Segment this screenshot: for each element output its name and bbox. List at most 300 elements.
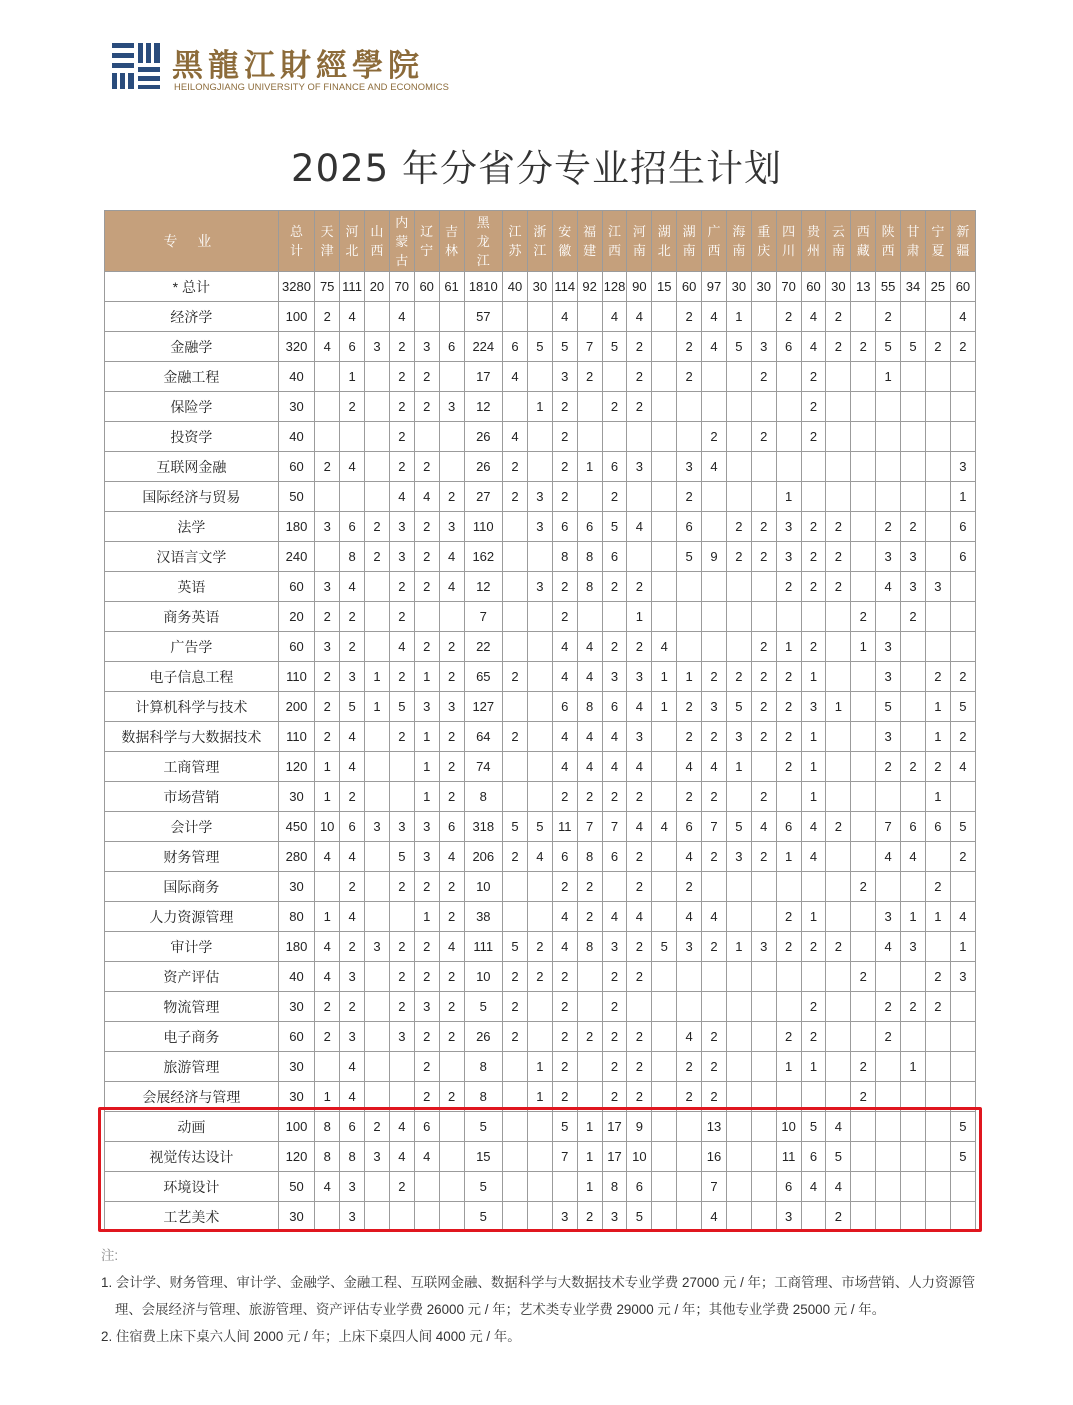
quota-cell: 2 xyxy=(389,362,414,392)
quota-cell xyxy=(726,1022,751,1052)
quota-cell xyxy=(365,602,390,632)
quota-cell: 111 xyxy=(464,932,503,962)
quota-cell: 2 xyxy=(439,872,464,902)
quota-cell: 2 xyxy=(389,722,414,752)
major-name: 英语 xyxy=(105,572,279,602)
major-name: * 总计 xyxy=(105,272,279,302)
quota-cell: 180 xyxy=(278,932,315,962)
quota-cell: 1 xyxy=(365,692,390,722)
quota-cell: 4 xyxy=(602,902,627,932)
quota-cell xyxy=(527,1202,552,1232)
table-row xyxy=(105,332,976,362)
major-column-header: 专 业 xyxy=(105,211,279,272)
quota-cell: 8 xyxy=(577,542,602,572)
quota-cell xyxy=(652,392,677,422)
quota-cell xyxy=(801,962,826,992)
major-name: 审计学 xyxy=(105,932,279,962)
quota-cell: 26 xyxy=(464,1022,503,1052)
quota-cell: 3 xyxy=(776,542,801,572)
table-row xyxy=(105,542,976,572)
quota-cell xyxy=(876,1202,901,1232)
quota-cell xyxy=(950,1082,975,1112)
quota-cell xyxy=(876,602,901,632)
quota-cell xyxy=(414,1202,439,1232)
table-row xyxy=(105,1142,976,1172)
quota-cell: 2 xyxy=(414,632,439,662)
quota-cell: 1 xyxy=(414,722,439,752)
quota-cell xyxy=(801,482,826,512)
table-row xyxy=(105,812,976,842)
quota-cell xyxy=(726,1202,751,1232)
quota-cell: 1 xyxy=(652,692,677,722)
quota-cell: 97 xyxy=(702,272,727,302)
quota-cell: 2 xyxy=(925,332,950,362)
quota-cell xyxy=(851,1112,876,1142)
quota-cell xyxy=(527,452,552,482)
quota-cell: 3 xyxy=(677,452,702,482)
quota-cell: 61 xyxy=(439,272,464,302)
quota-cell xyxy=(726,482,751,512)
column-header: 四 川 xyxy=(776,211,801,272)
quota-cell xyxy=(950,872,975,902)
quota-cell: 2 xyxy=(627,332,652,362)
quota-cell: 1 xyxy=(950,482,975,512)
quota-cell xyxy=(776,872,801,902)
quota-cell xyxy=(776,602,801,632)
quota-cell: 114 xyxy=(552,272,577,302)
quota-cell: 2 xyxy=(389,452,414,482)
quota-cell: 2 xyxy=(414,362,439,392)
quota-cell xyxy=(677,422,702,452)
quota-cell: 8 xyxy=(315,1112,340,1142)
major-name: 资产评估 xyxy=(105,962,279,992)
quota-cell xyxy=(876,1142,901,1172)
quota-cell: 2 xyxy=(389,422,414,452)
table-row xyxy=(105,842,976,872)
quota-cell: 2 xyxy=(627,392,652,422)
quota-cell: 20 xyxy=(278,602,315,632)
quota-cell: 1 xyxy=(726,302,751,332)
quota-cell: 2 xyxy=(315,302,340,332)
quota-cell: 4 xyxy=(751,812,776,842)
quota-cell xyxy=(751,1052,776,1082)
quota-cell: 2 xyxy=(726,542,751,572)
quota-cell: 2 xyxy=(414,932,439,962)
quota-cell: 3 xyxy=(776,1202,801,1232)
quota-cell: 2 xyxy=(627,1052,652,1082)
quota-cell xyxy=(315,1052,340,1082)
quota-cell: 92 xyxy=(577,272,602,302)
quota-cell: 6 xyxy=(340,512,365,542)
quota-cell: 4 xyxy=(627,902,652,932)
quota-cell: 3 xyxy=(627,452,652,482)
quota-cell xyxy=(925,512,950,542)
major-name: 市场营销 xyxy=(105,782,279,812)
quota-cell: 1 xyxy=(652,662,677,692)
quota-cell: 2 xyxy=(826,332,851,362)
quota-cell: 1 xyxy=(627,602,652,632)
quota-cell xyxy=(652,1112,677,1142)
quota-cell xyxy=(826,782,851,812)
quota-cell xyxy=(315,872,340,902)
quota-cell xyxy=(365,752,390,782)
quota-cell xyxy=(527,662,552,692)
quota-cell xyxy=(627,992,652,1022)
quota-cell xyxy=(826,1052,851,1082)
quota-cell: 2 xyxy=(677,302,702,332)
quota-cell: 3 xyxy=(751,332,776,362)
quota-cell xyxy=(503,1052,528,1082)
quota-cell: 8 xyxy=(340,1142,365,1172)
quota-cell: 2 xyxy=(751,632,776,662)
quota-cell: 75 xyxy=(315,272,340,302)
quota-cell xyxy=(652,452,677,482)
table-row xyxy=(105,512,976,542)
quota-cell xyxy=(901,452,926,482)
quota-cell xyxy=(652,482,677,512)
quota-cell xyxy=(851,392,876,422)
quota-cell: 2 xyxy=(577,362,602,392)
quota-cell xyxy=(826,992,851,1022)
quota-cell: 5 xyxy=(503,932,528,962)
quota-cell xyxy=(876,422,901,452)
quota-cell: 7 xyxy=(577,812,602,842)
quota-cell: 2 xyxy=(577,872,602,902)
quota-cell: 30 xyxy=(278,872,315,902)
quota-cell xyxy=(365,872,390,902)
quota-cell: 4 xyxy=(652,632,677,662)
quota-cell: 6 xyxy=(340,1112,365,1142)
quota-cell: 1 xyxy=(801,722,826,752)
quota-cell: 2 xyxy=(627,1082,652,1112)
quota-cell xyxy=(925,1082,950,1112)
quota-cell: 10 xyxy=(315,812,340,842)
quota-cell: 2 xyxy=(340,932,365,962)
major-name: 会展经济与管理 xyxy=(105,1082,279,1112)
quota-cell: 3 xyxy=(702,692,727,722)
quota-cell xyxy=(851,662,876,692)
quota-cell: 2 xyxy=(801,392,826,422)
quota-cell xyxy=(726,362,751,392)
table-row xyxy=(105,1082,976,1112)
quota-cell xyxy=(876,452,901,482)
quota-cell xyxy=(503,632,528,662)
quota-cell: 40 xyxy=(503,272,528,302)
quota-cell: 2 xyxy=(503,452,528,482)
quota-cell: 6 xyxy=(414,1112,439,1142)
quota-cell: 2 xyxy=(389,332,414,362)
quota-cell: 3 xyxy=(315,632,340,662)
quota-cell: 4 xyxy=(340,842,365,872)
quota-cell: 2 xyxy=(950,662,975,692)
quota-cell: 5 xyxy=(527,812,552,842)
quota-cell: 2 xyxy=(826,542,851,572)
quota-cell xyxy=(677,632,702,662)
quota-cell: 2 xyxy=(315,722,340,752)
major-name: 法学 xyxy=(105,512,279,542)
quota-cell: 17 xyxy=(602,1142,627,1172)
major-name: 人力资源管理 xyxy=(105,902,279,932)
quota-cell: 8 xyxy=(464,1082,503,1112)
quota-cell: 4 xyxy=(340,902,365,932)
quota-cell: 5 xyxy=(726,812,751,842)
quota-cell: 4 xyxy=(552,632,577,662)
table-row xyxy=(105,992,976,1022)
quota-cell: 4 xyxy=(552,662,577,692)
quota-cell xyxy=(652,422,677,452)
quota-cell: 80 xyxy=(278,902,315,932)
quota-cell: 128 xyxy=(602,272,627,302)
quota-cell: 2 xyxy=(677,692,702,722)
quota-cell xyxy=(503,902,528,932)
table-row xyxy=(105,1112,976,1142)
quota-cell: 70 xyxy=(776,272,801,302)
quota-cell: 2 xyxy=(340,392,365,422)
quota-cell xyxy=(851,842,876,872)
major-name: 汉语言文学 xyxy=(105,542,279,572)
quota-cell: 6 xyxy=(602,692,627,722)
quota-cell: 2 xyxy=(389,662,414,692)
quota-cell xyxy=(315,422,340,452)
quota-cell: 3 xyxy=(876,902,901,932)
quota-cell: 1 xyxy=(901,902,926,932)
quota-cell xyxy=(503,1142,528,1172)
quota-cell: 3 xyxy=(365,1142,390,1172)
quota-cell xyxy=(439,1112,464,1142)
quota-cell: 2 xyxy=(751,782,776,812)
quota-cell: 40 xyxy=(278,422,315,452)
quota-cell: 1 xyxy=(315,782,340,812)
column-header: 海 南 xyxy=(726,211,751,272)
quota-cell xyxy=(577,302,602,332)
column-header: 云 南 xyxy=(826,211,851,272)
quota-cell xyxy=(776,992,801,1022)
quota-cell xyxy=(826,632,851,662)
quota-cell xyxy=(801,1202,826,1232)
quota-cell xyxy=(677,1202,702,1232)
quota-cell xyxy=(950,1052,975,1082)
quota-cell xyxy=(527,422,552,452)
quota-cell xyxy=(702,872,727,902)
quota-cell: 3 xyxy=(527,572,552,602)
quota-cell xyxy=(652,1022,677,1052)
quota-cell xyxy=(652,722,677,752)
quota-cell xyxy=(751,1202,776,1232)
quota-cell: 2 xyxy=(414,1022,439,1052)
quota-cell: 4 xyxy=(527,842,552,872)
quota-cell: 2 xyxy=(677,482,702,512)
quota-cell: 2 xyxy=(414,962,439,992)
quota-cell xyxy=(389,1082,414,1112)
quota-cell xyxy=(365,722,390,752)
quota-cell: 4 xyxy=(602,302,627,332)
quota-cell: 2 xyxy=(389,962,414,992)
quota-cell xyxy=(726,602,751,632)
quota-cell xyxy=(851,1172,876,1202)
quota-cell xyxy=(365,1202,390,1232)
quota-cell: 2 xyxy=(439,662,464,692)
column-header: 西 藏 xyxy=(851,211,876,272)
column-header: 陕 西 xyxy=(876,211,901,272)
quota-cell: 110 xyxy=(464,512,503,542)
quota-cell xyxy=(950,1172,975,1202)
quota-cell xyxy=(677,1142,702,1172)
quota-cell: 2 xyxy=(826,812,851,842)
major-name: 国际商务 xyxy=(105,872,279,902)
quota-cell: 2 xyxy=(702,1052,727,1082)
quota-cell: 4 xyxy=(439,842,464,872)
quota-cell: 4 xyxy=(677,902,702,932)
quota-cell xyxy=(751,452,776,482)
quota-cell: 6 xyxy=(552,692,577,722)
quota-cell: 2 xyxy=(751,722,776,752)
quota-cell: 110 xyxy=(278,662,315,692)
quota-cell xyxy=(751,872,776,902)
quota-cell: 5 xyxy=(389,692,414,722)
quota-cell xyxy=(726,1142,751,1172)
quota-cell xyxy=(851,542,876,572)
quota-cell: 2 xyxy=(851,332,876,362)
quota-cell xyxy=(901,1022,926,1052)
quota-cell xyxy=(901,962,926,992)
quota-cell xyxy=(751,1022,776,1052)
quota-cell: 4 xyxy=(503,362,528,392)
quota-cell xyxy=(652,1082,677,1112)
quota-cell: 4 xyxy=(315,932,340,962)
quota-cell xyxy=(826,722,851,752)
quota-cell xyxy=(925,932,950,962)
quota-cell: 4 xyxy=(340,302,365,332)
quota-cell xyxy=(503,1172,528,1202)
quota-cell xyxy=(751,482,776,512)
quota-cell xyxy=(801,1082,826,1112)
quota-cell: 7 xyxy=(602,812,627,842)
quota-cell: 2 xyxy=(751,662,776,692)
quota-cell: 40 xyxy=(278,962,315,992)
quota-cell xyxy=(751,302,776,332)
quota-cell xyxy=(726,1172,751,1202)
quota-cell: 60 xyxy=(278,452,315,482)
quota-cell: 60 xyxy=(278,572,315,602)
quota-cell: 4 xyxy=(577,722,602,752)
quota-cell xyxy=(365,362,390,392)
quota-cell: 4 xyxy=(552,932,577,962)
table-row xyxy=(105,422,976,452)
quota-cell: 5 xyxy=(552,1112,577,1142)
quota-cell: 6 xyxy=(552,842,577,872)
quota-cell: 2 xyxy=(950,332,975,362)
quota-cell: 2 xyxy=(627,872,652,902)
quota-cell xyxy=(652,1142,677,1172)
quota-cell: 4 xyxy=(340,452,365,482)
quota-cell: 15 xyxy=(652,272,677,302)
quota-cell: 1 xyxy=(414,752,439,782)
quota-cell xyxy=(527,1022,552,1052)
quota-cell: 30 xyxy=(278,992,315,1022)
quota-cell xyxy=(876,872,901,902)
major-name: 广告学 xyxy=(105,632,279,662)
quota-cell: 27 xyxy=(464,482,503,512)
quota-cell: 7 xyxy=(876,812,901,842)
quota-cell xyxy=(751,1172,776,1202)
quota-cell: 5 xyxy=(950,1112,975,1142)
quota-cell: 60 xyxy=(278,632,315,662)
quota-cell: 2 xyxy=(776,572,801,602)
table-row xyxy=(105,392,976,422)
quota-cell: 3 xyxy=(901,542,926,572)
table-row xyxy=(105,752,976,782)
quota-cell: 2 xyxy=(801,992,826,1022)
quota-cell: 1 xyxy=(414,782,439,812)
quota-cell xyxy=(340,422,365,452)
quota-cell: 13 xyxy=(702,1112,727,1142)
quota-cell: 1 xyxy=(801,902,826,932)
quota-cell: 5 xyxy=(901,332,926,362)
quota-cell xyxy=(925,1172,950,1202)
quota-cell xyxy=(726,1082,751,1112)
quota-cell: 34 xyxy=(901,272,926,302)
quota-cell: 6 xyxy=(627,1172,652,1202)
quota-cell xyxy=(414,1172,439,1202)
quota-cell: 1 xyxy=(826,692,851,722)
quota-cell xyxy=(776,362,801,392)
quota-cell: 30 xyxy=(751,272,776,302)
quota-cell xyxy=(925,362,950,392)
quota-cell: 30 xyxy=(826,272,851,302)
quota-cell: 2 xyxy=(552,602,577,632)
quota-cell: 2 xyxy=(677,872,702,902)
quota-cell: 4 xyxy=(414,482,439,512)
quota-cell xyxy=(950,632,975,662)
quota-cell: 2 xyxy=(677,362,702,392)
quota-cell: 8 xyxy=(577,692,602,722)
quota-cell: 3 xyxy=(602,1202,627,1232)
major-name: 经济学 xyxy=(105,302,279,332)
quota-cell: 5 xyxy=(503,812,528,842)
column-header: 吉 林 xyxy=(439,211,464,272)
quota-cell: 2 xyxy=(627,932,652,962)
quota-cell: 2 xyxy=(776,752,801,782)
quota-cell: 5 xyxy=(464,1202,503,1232)
quota-cell xyxy=(925,1202,950,1232)
quota-cell: 6 xyxy=(950,542,975,572)
quota-cell: 2 xyxy=(439,902,464,932)
quota-cell: 2 xyxy=(677,1082,702,1112)
quota-cell: 12 xyxy=(464,572,503,602)
quota-cell xyxy=(826,902,851,932)
quota-cell: 2 xyxy=(340,992,365,1022)
quota-cell: 2 xyxy=(726,662,751,692)
quota-cell xyxy=(389,752,414,782)
quota-cell: 3 xyxy=(552,362,577,392)
quota-cell xyxy=(751,992,776,1022)
column-header: 广 西 xyxy=(702,211,727,272)
table-row xyxy=(105,1022,976,1052)
quota-cell: 3 xyxy=(439,392,464,422)
quota-cell: 17 xyxy=(602,1112,627,1142)
quota-cell: 2 xyxy=(602,1022,627,1052)
quota-cell: 8 xyxy=(340,542,365,572)
quota-cell xyxy=(876,782,901,812)
quota-cell xyxy=(726,782,751,812)
quota-cell xyxy=(439,1202,464,1232)
quota-cell xyxy=(776,1082,801,1112)
quota-cell: 4 xyxy=(702,302,727,332)
quota-cell: 2 xyxy=(702,842,727,872)
quota-cell: 2 xyxy=(702,932,727,962)
quota-cell: 1 xyxy=(901,1052,926,1082)
quota-cell: 6 xyxy=(776,812,801,842)
